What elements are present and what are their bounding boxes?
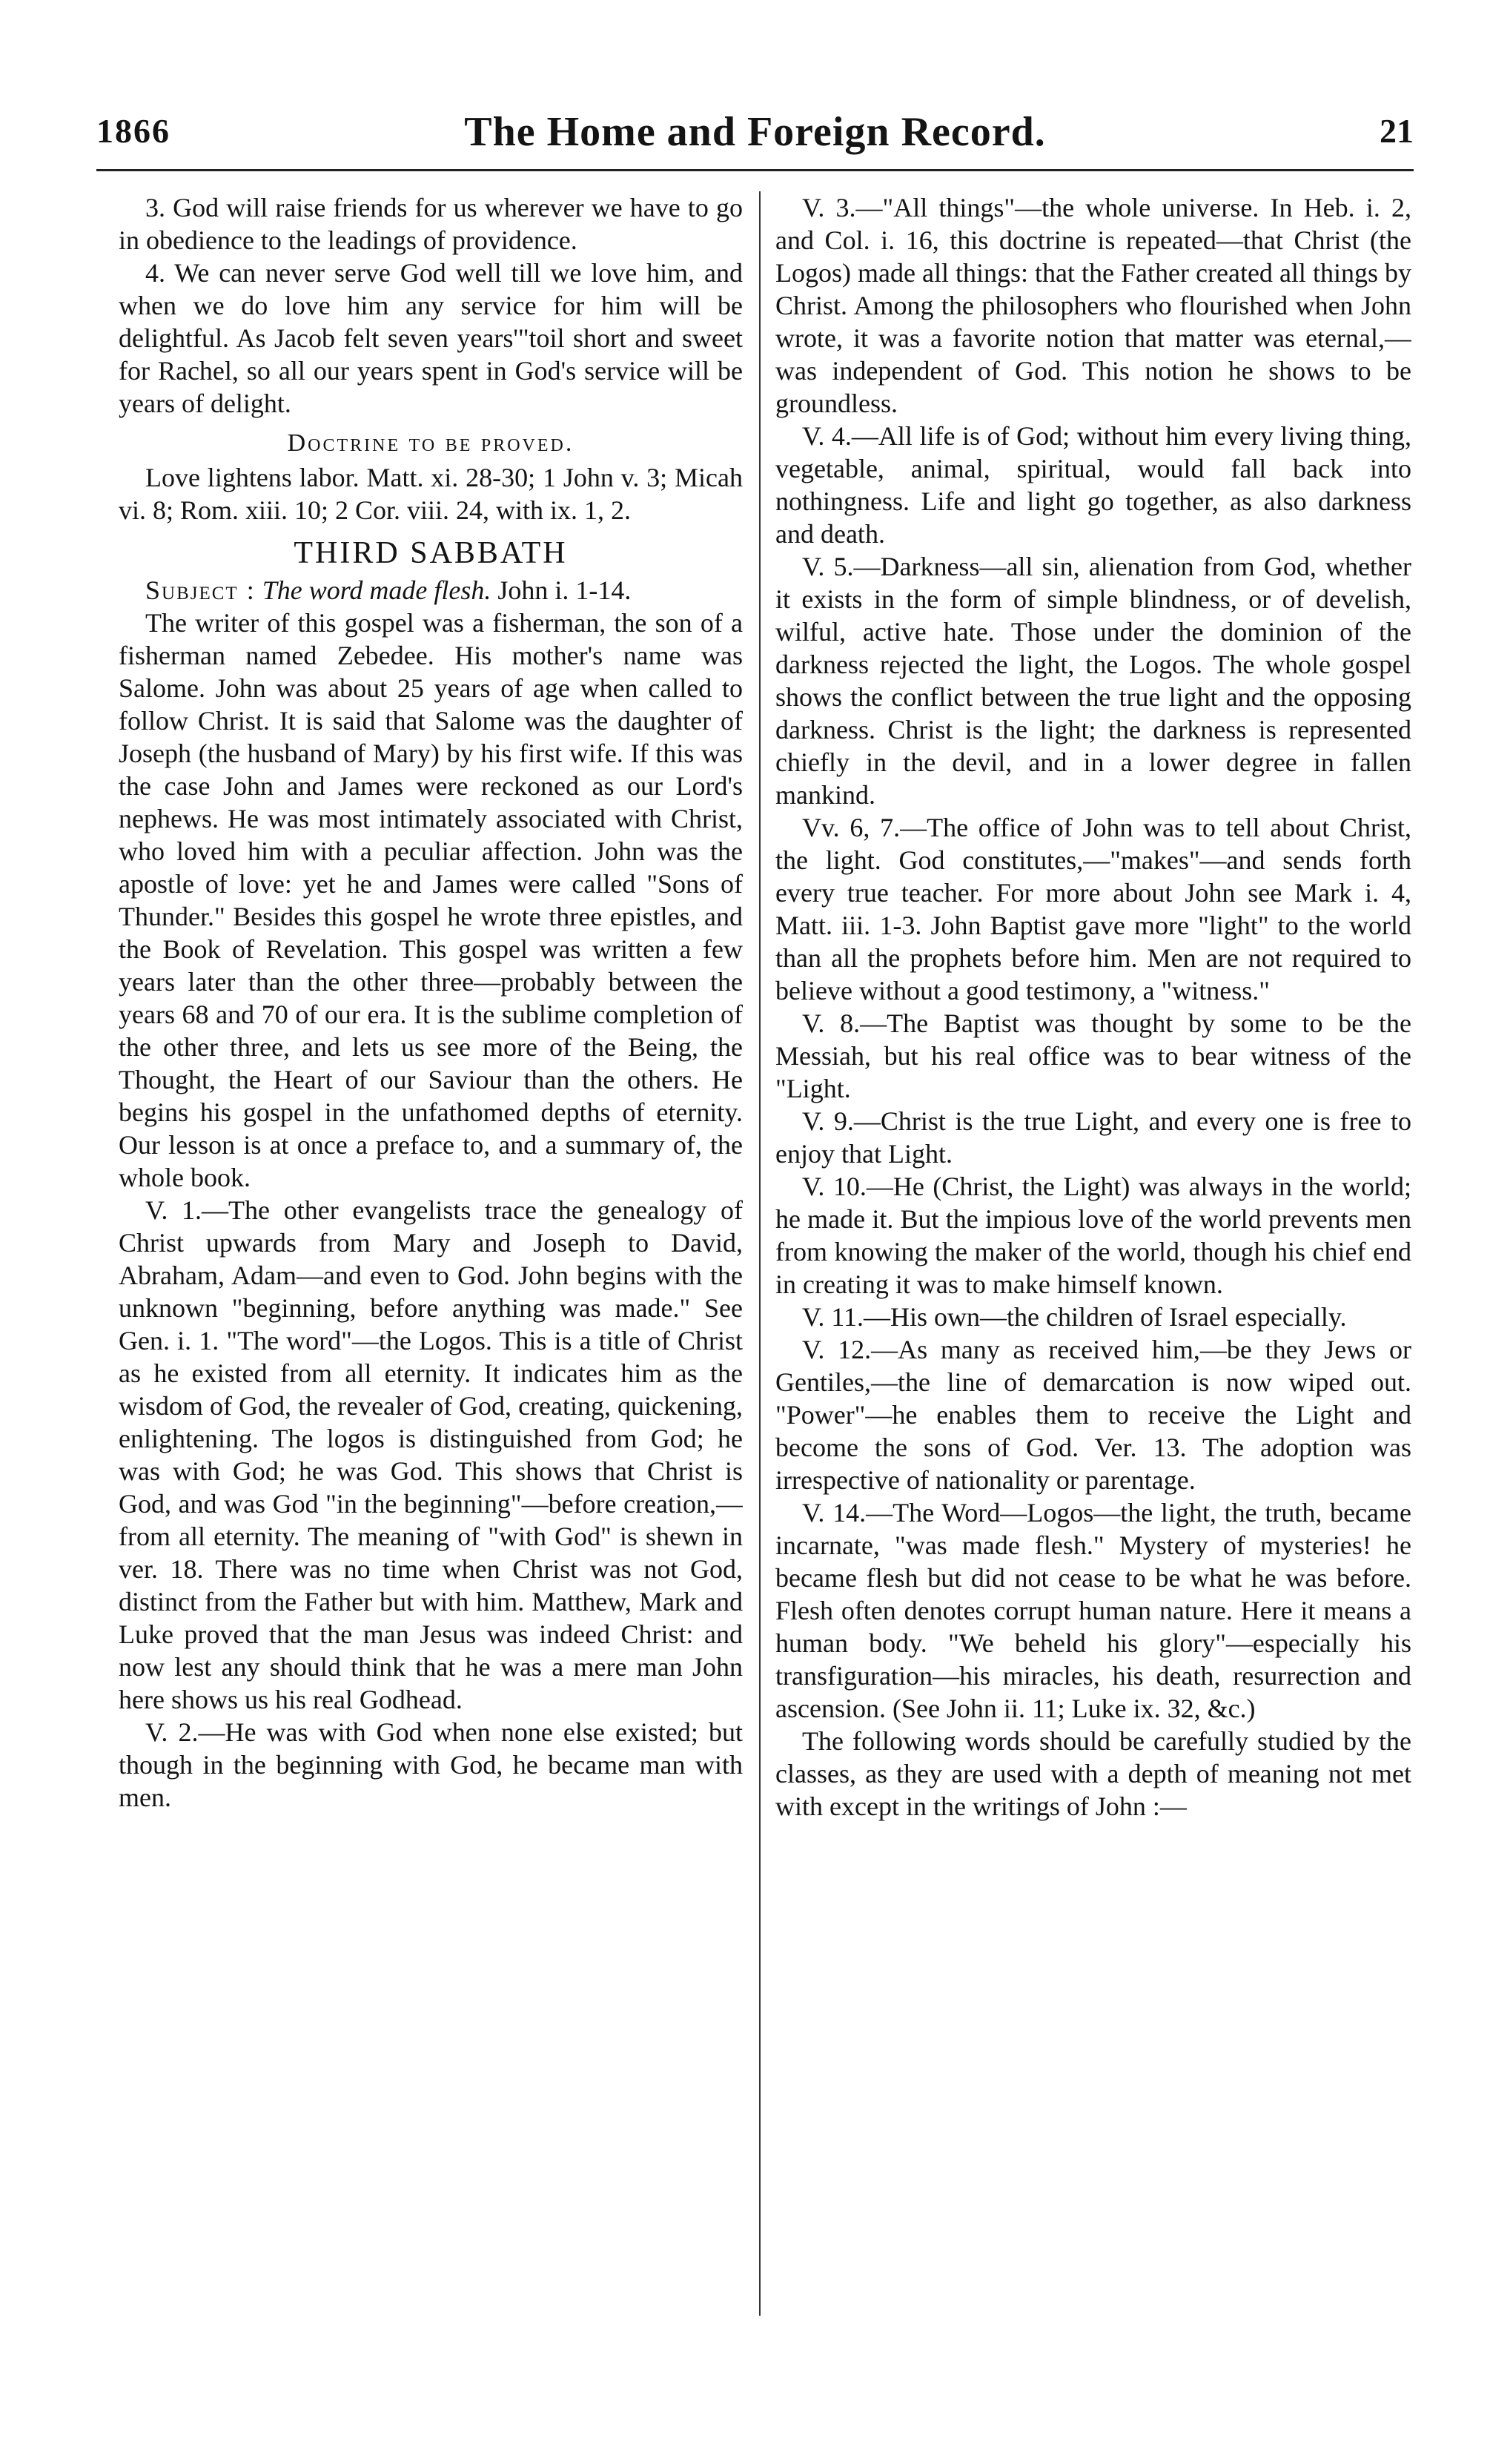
left-column [119,191,743,2339]
paragraph: V. 10.—He (Christ, the Light) was always in the world; he made it. But the impious love of the world prevents men from knowing the maker of the world, though his chief end in creating it was to make himself known. [775,1172,1411,1299]
paragraph: 4. We can never serve God well till we love him, and when we do love him any service for him will be delightful. As Jacob felt seven years'"toil short and sweet for Rachel, so all our years spent in God's service will be years of delight. [119,258,743,418]
header-year: 1866 [96,112,170,150]
section-title: THIRD SABBATH [294,536,568,570]
paragraph: The writer of this gospel was a fisherman, the son of a fisherman named Zebedee. His mother's name was Salome. John was about 25 years of age when called to follow Christ. It is said that Salome was the daughter of Joseph (the husband of Mary) by his first wife. If this was the case John and James were reckoned as our Lord's nephews. He was most intimately associated with Christ, who loved him with a peculiar affection. John was the apostle of love: yet he and James were called "Sons of Thunder." Besides this gospel he wrote three epistles, and the Book of Revelation. This gospel was written a few years later than the other three—probably between the years 68 and 70 of our era. It is the sublime completion of the other three, and lets us see more of the Being, the Thought, the Heart of our Saviour than the others. He begins his gospel in the unfathomed depths of eternity. Our lesson is at once a preface to, and a summary of, the whole book. [119,608,743,1192]
paragraph: V. 11.—His own—the children of Israel especially. [802,1302,1347,1332]
page-header [96,111,1414,163]
subject-label: Subject : [145,575,256,605]
paragraph: V. 4.—All life is of God; without him every living thing, vegetable, animal, spiritual, would fall back into nothingness. Life and light go together, as also darkness and death. [775,421,1411,549]
paragraph: V. 3.—"All things"—the whole universe. In Heb. i. 2, and Col. i. 16, this doctrine is repeated—that Christ (the Logos) made all things: that the Father created all things by Christ. Among the philosophers who flourished when John wrote, it was a favorite notion that matter was eternal,—was independent of God. This notion he shows to be groundless. [775,193,1411,418]
paragraph: V. 1.—The other evangelists trace the genealogy of Christ upwards from Mary and Joseph to David, Abraham, Adam—and even to God. John begins with the unknown "beginning, before anything was made." See Gen. i. 1. "The word"—the Logos. This is a title of Christ as he existed from all eternity. It indicates him as the wisdom of God, the revealer of God, creating, quickening, enlightening. The logos is distinguished from God; he was with God; he was God. This shows that Christ is God, and was God "in the beginning"—before creation,—from all eternity. The meaning of "with God" is shewn in ver. 18. There was no time when Christ was not God, distinct from the Father but with him. Matthew, Mark and Luke proved that the man Jesus was indeed Christ: and now lest any should think that he was a mere man John here shows us his real Godhead. [119,1195,743,1714]
subject-line [119,574,743,607]
subject-reference: John i. 1-14. [497,575,632,605]
paragraph: The following words should be carefully studied by the classes, as they are used with a depth of meaning not met with except in the writings of John :— [775,1726,1411,1821]
paragraph: V. 2.—He was with God when none else existed; but though in the beginning with God, he became man with men. [119,1717,743,1812]
header-page-number: 21 [1380,112,1414,150]
paragraph: V. 12.—As many as received him,—be they Jews or Gentiles,—the line of demarcation is now wiped out. "Power"—he enables them to receive the Light and become the sons of God. Ver. 13. The adoption was irrespective of nationality or parentage. [775,1335,1411,1495]
paragraph: V. 14.—The Word—Logos—the light, the truth, became incarnate, "was made flesh." Mystery of mysteries! he became flesh but did not cease to be what he was before. Flesh often denotes corrupt human nature. Here it means a human body. "We beheld his glory"—especially his transfiguration—his miracles, his death, resurrection and ascension. (See John ii. 11; Luke ix. 32, &c.) [775,1498,1411,1723]
column-divider [759,191,761,2316]
paragraph: V. 5.—Darkness—all sin, alienation from God, whether it exists in the form of simple blindness, or of develish, wilful, active hate. Those under the dominion of the darkness rejected the light, the Logos. The whole gospel shows the conflict between the true light and the opposing darkness. Christ is the light; the darkness is represented chiefly in the devil, and in a lower degree in fallen mankind. [775,552,1411,810]
section-heading: Doctrine to be proved. [287,429,574,457]
paragraph: 3. God will raise friends for us wherever we have to go in obedience to the leadings of providence. [119,193,743,255]
paragraph: Vv. 6, 7.—The office of John was to tell about Christ, the light. God constitutes,—"makes"—and sends forth every true teacher. For more about John see Mark i. 4, Matt. iii. 1-3. John Baptist gave more "light" to the world than all the prophets before him. Men are not required to believe without a good testimony, a "witness." [775,813,1411,1005]
paragraph: Love lightens labor. Matt. xi. 28-30; 1 John v. 3; Micah vi. 8; Rom. xiii. 10; 2 Cor. viii. 24, with ix. 1, 2. [119,463,743,525]
right-column [775,191,1411,2339]
header-rule [96,169,1414,171]
subject-title: The word made flesh. [262,575,491,605]
header-title: The Home and Foreign Record. [464,109,1046,155]
paragraph: V. 8.—The Baptist was thought by some to be the Messiah, but his real office was to bear witness of the "Light. [775,1008,1411,1103]
paragraph: V. 9.—Christ is the true Light, and every one is free to enjoy that Light. [775,1106,1411,1169]
